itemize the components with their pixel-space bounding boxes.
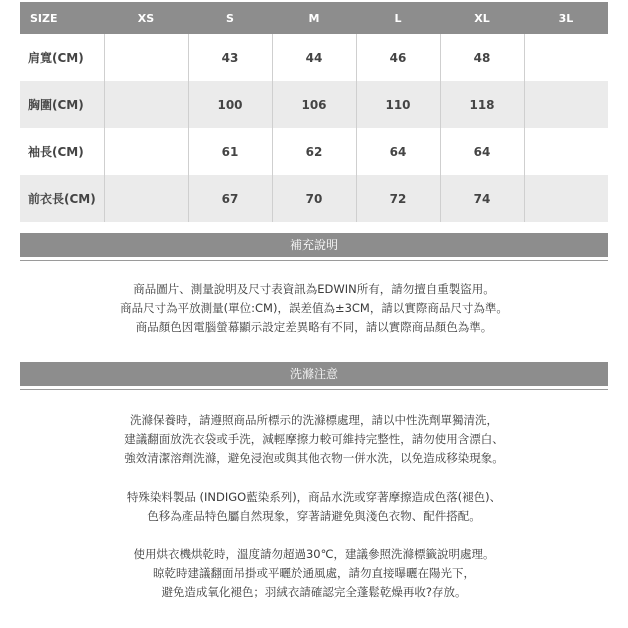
supplement-notes (20, 280, 608, 337)
divider (20, 389, 608, 390)
header-m: M (272, 2, 356, 34)
table-cell: 67 (188, 175, 272, 222)
table-cell (104, 175, 188, 222)
table-row-length (20, 175, 608, 222)
table-cell: 48 (440, 34, 524, 81)
table-cell: 61 (188, 128, 272, 175)
header-xl: XL (440, 2, 524, 34)
table-cell: 72 (356, 175, 440, 222)
table-cell (104, 81, 188, 128)
size-table-header (20, 2, 608, 34)
washing-title-bar: 洗滌注意 (20, 362, 608, 386)
note-line: 強效清潔溶劑洗滌，避免浸泡或與其他衣物一併水洗，以免造成移染現象。 (124, 451, 504, 465)
table-row-shoulder (20, 34, 608, 81)
note-line: 建議翻面放洗衣袋或手洗，減輕摩擦力較可維持完整性，請勿使用含漂白、 (124, 432, 504, 446)
table-cell: 46 (356, 34, 440, 81)
header-size: SIZE (20, 2, 104, 34)
row-label: 肩寬(CM) (20, 34, 104, 81)
note-line: 使用烘衣機烘乾時，溫度請勿超過30℃，建議參照洗滌標籤說明處理。 (133, 547, 495, 561)
washing-paragraph-1 (20, 411, 608, 468)
note-line: 商品顏色因電腦螢幕顯示設定差異略有不同，請以實際商品顏色為準。 (135, 320, 493, 334)
size-table (20, 2, 608, 222)
table-cell (104, 128, 188, 175)
washing-paragraph-2 (20, 488, 608, 526)
note-line: 色移為產品特色屬自然現象，穿著請避免與淺色衣物、配件搭配。 (147, 509, 481, 523)
washing-paragraph-3 (20, 545, 608, 602)
table-cell (524, 175, 608, 222)
note-line: 避免造成氧化褪色；羽絨衣請確認完全蓬鬆乾燥再收?存放。 (161, 585, 467, 599)
table-cell: 43 (188, 34, 272, 81)
row-label: 胸圍(CM) (20, 81, 104, 128)
divider (20, 260, 608, 261)
table-cell (104, 34, 188, 81)
table-cell: 64 (356, 128, 440, 175)
header-l: L (356, 2, 440, 34)
table-row-chest (20, 81, 608, 128)
row-label: 袖長(CM) (20, 128, 104, 175)
note-line: 商品圖片、測量說明及尺寸表資訊為EDWIN所有，請勿擅自重製盜用。 (133, 282, 495, 296)
header-xs: XS (104, 2, 188, 34)
table-cell: 74 (440, 175, 524, 222)
table-row-sleeve (20, 128, 608, 175)
table-cell: 118 (440, 81, 524, 128)
note-line: 特殊染料製品 (INDIGO藍染系列)，商品水洗或穿著摩擦造成色落(褪色)、 (126, 490, 502, 504)
table-cell: 110 (356, 81, 440, 128)
table-cell (524, 34, 608, 81)
header-s: S (188, 2, 272, 34)
table-cell: 64 (440, 128, 524, 175)
table-cell: 106 (272, 81, 356, 128)
supplement-title-bar: 補充說明 (20, 233, 608, 257)
note-line: 洗滌保養時，請遵照商品所標示的洗滌標處理，請以中性洗劑單獨清洗， (130, 413, 498, 427)
header-3l: 3L (524, 2, 608, 34)
table-cell (524, 81, 608, 128)
table-cell (524, 128, 608, 175)
row-label: 前衣長(CM) (20, 175, 104, 222)
table-cell: 62 (272, 128, 356, 175)
table-cell: 44 (272, 34, 356, 81)
table-cell: 70 (272, 175, 356, 222)
table-cell: 100 (188, 81, 272, 128)
note-line: 商品尺寸為平放測量(單位:CM)，誤差值為±3CM，請以實際商品尺寸為準。 (120, 301, 508, 315)
note-line: 晾乾時建議翻面吊掛或平曬於通風處，請勿直接曝曬在陽光下， (153, 566, 475, 580)
